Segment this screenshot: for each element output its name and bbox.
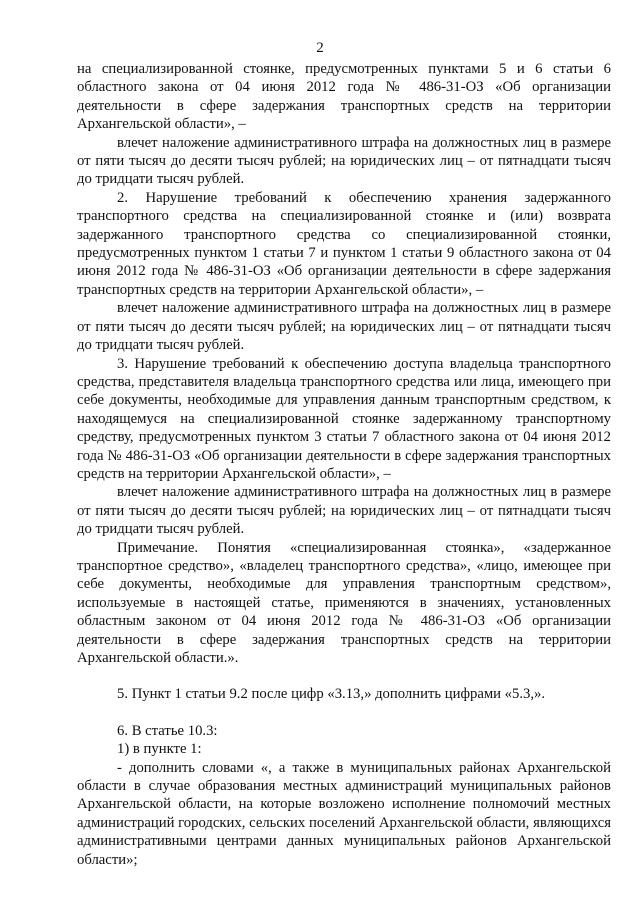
paragraph-penalty-1: влечет наложение административного штрафа на должностных лиц в размере от пяти тысяч до десяти тысяч рублей; на юридических лиц – от пятнадцати тысяч до тридцати тысяч рублей.: [77, 134, 611, 188]
page-number: 2: [316, 40, 324, 56]
paragraph-item-3: 3. Нарушение требований к обеспечению доступа владельца транспортного средства, представителя владельца транспортного средства или лица, имеющего при себе документы, необходимые для управления данным транспортным средством, к находящемуся на специализированной стоянке задержанному транспортному средству, предусмотренных пунктом 3 статьи 7 областного закона от 04 июня 2012 года № 486-31-ОЗ «Об организации деятельности в сфере задержания транспортных средств на территории Архангельской области», –: [77, 355, 611, 482]
paragraph-addition: - дополнить словами «, а также в муниципальных районах Архангельской области в случае образования местных администраций муниципальных районов Архангельской области, на которые возложено исполнение полномочий местных администраций городских, сельских поселений Архангельской области, являющихся административными центрами данных муниципальных районов Архангельской области»;: [77, 759, 611, 868]
paragraph-subitem-1: 1) в пункте 1:: [117, 741, 202, 758]
paragraph-item-2: 2. Нарушение требований к обеспечению хранения задержанного транспортного средства на специализированной стоянке и (или) возврата задержанного транспортного средства со специализированной стоянки, предусмотренных пунктом 1 статьи 7 и пунктом 1 статьи 9 областного закона от 04 июня 2012 года № 486-31-ОЗ «Об организации деятельности в сфере задержания транспортных средств на территории Архангельской области», –: [77, 189, 611, 298]
paragraph-penalty-3: влечет наложение административного штрафа на должностных лиц в размере от пяти тысяч до десяти тысяч рублей; на юридических лиц – от пятнадцати тысяч до тридцати тысяч рублей.: [77, 484, 611, 538]
document-body: [77, 60, 611, 869]
paragraph-amendment-6: 6. В статье 10.3:: [117, 722, 218, 739]
paragraph-note: Примечание. Понятия «специализированная стоянка», «задержанное транспортное средство», «владелец транспортного средства», «лицо, имеющее при себе документы, необходимые для управления транспортным средством», используемые в настоящей статье, применяются в значениях, установленных областным законом от 04 июня 2012 года № 486-31-ОЗ «Об организации деятельности в сфере задержания транспортных средств на территории Архангельской области.».: [77, 539, 611, 666]
paragraph-penalty-2: влечет наложение административного штрафа на должностных лиц в размере от пяти тысяч до десяти тысяч рублей; на юридических лиц – от пятнадцати тысяч до тридцати тысяч рублей.: [77, 300, 611, 354]
paragraph-article-continuation: на специализированной стоянке, предусмотренных пунктами 5 и 6 статьи 6 областного закона от 04 июня 2012 года № 486-31-ОЗ «Об организации деятельности в сфере задержания транспортных средств на территории Архангельской области», –: [77, 61, 611, 133]
paragraph-amendment-5: 5. Пункт 1 статьи 9.2 после цифр «3.13,» дополнить цифрами «5.3,».: [117, 686, 546, 703]
